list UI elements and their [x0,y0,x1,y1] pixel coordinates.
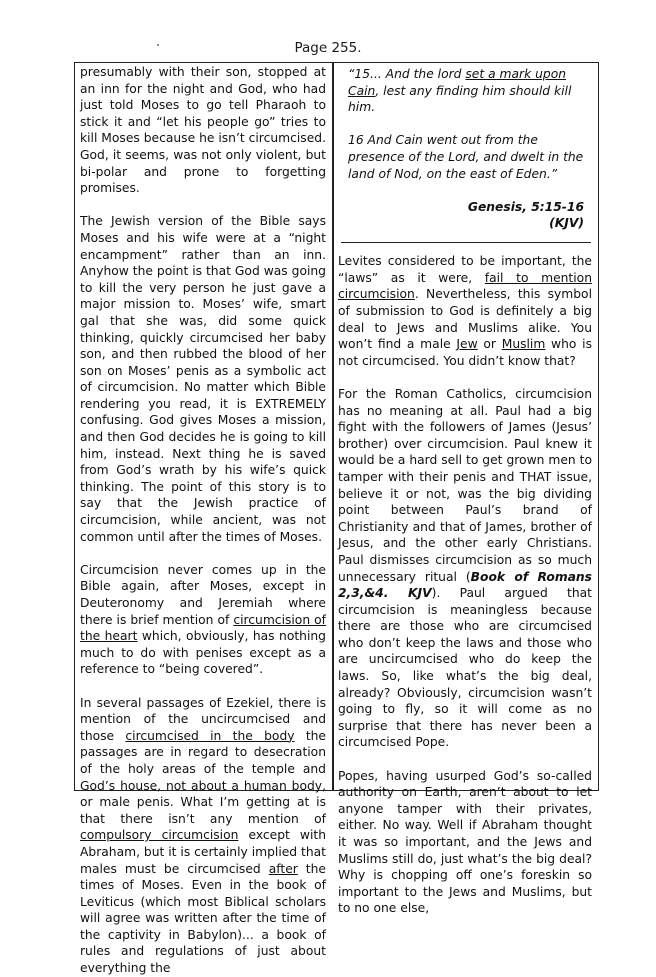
paragraph [338,253,592,369]
column-divider [332,62,334,791]
page-number: Page 255. [294,40,362,56]
text-run: The Jewish version of the Bible says Moses and his wife were at a “night encampment” rather than an inn. Anyhow the point is that God was going to kill the very person he just gave a major mission to. Moses’ wife, smart gal that she was, did some quick thinking, quickly circumcised her baby son, and then rubbed the blood of her son on Moses’ penis as a symbolic act of circumcision. No matter which Bible rendering you read, it is EXTREMELY confusing. God gives Moses a mission, and then God decides he is going to kill him, instead. Next thing he is saved from God’s wrath by his wife’s quick thinking. The point of this story is to say that the Jewish practice of circumcision, while ancient, was not common until after the times of Moses. [80,214,326,544]
paragraph [80,213,326,545]
text-run: Circumcision never comes up in the Bible again, after Moses, except in Deuteronomy and Jeremiah where there is brief mention of [80,562,326,627]
text-run: Popes, having usurped God’s so-called authority on Earth, aren’t about to let anyone tamper with their privates, either. No way. Well if Abraham thought it was so important, and the Jews and Muslims still do, just what’s the big deal? Why is chopping off one’s foreskin so important to the Jews and Muslims, but to no one else, [338,768,592,916]
paragraph [80,695,326,977]
citation [338,199,592,232]
verse-15 [348,66,584,116]
scan-speck [157,44,159,46]
text-run: “15... And the lord [348,67,466,81]
underlined-phrase: circumcised in the body [125,728,295,743]
text-run: In several passages of Ezekiel, there is mention of the uncircumcised and those [80,695,326,743]
text-run: . Nevertheless, this symbol of submission to God is definitely a big deal to Jews and Muslims alike. You won’t find a male [338,287,592,352]
underlined-phrase: set a mark upon Cain [348,67,567,98]
text-run: presumably with their son, stopped at an inn for the night and God, who had just told Moses to go tell Pharaoh to stick it and “let his people go” tries to kill Moses because he isn’t circumcised. God, it seems, was not only violent, but bi-polar and prone to forgetting promises. [80,65,326,196]
underlined-phrase: fail to mention circumcision [338,270,592,302]
text-run: or [477,337,502,352]
text-run: who is not circumcised. You didn’t know that? [338,337,592,368]
underlined-phrase: circumcision of the heart [80,612,326,644]
paragraph [80,64,326,197]
text-run: ). Paul argued that circumcision is meaningless because there are those who are circumcised who don’t keep the laws and those who are uncircumcised who do keep the laws. So, like what’s the big deal, already? Obviously, circumcision wasn’t going to fly, so it will come as no surprise that there has never been a circumcised Pope. [338,586,592,750]
scripture-quote [338,64,592,182]
text-run: Levites considered to be important, the “laws” as it were, [338,254,592,285]
paragraph [338,768,592,917]
verse-16: 16 And Cain went out from the presence of the Lord, and dwelt in the land of Nod, on the east of Eden.” [348,133,584,181]
paragraph [80,562,326,678]
text-run: the passages are in regard to desecration of the holy areas of the temple and God’s house, not about a human body, or male penis. What I’m getting at is that there isn’t any mention of [80,728,326,826]
citation-reference: Genesis, 5:15-16 [467,199,584,214]
text-run: , lest any finding him should kill him. [348,83,572,115]
text-run: except with Abraham, but it is certainly implied that males must be circumcised [80,828,326,876]
underlined-phrase: compulsory circumcision [80,828,239,843]
emphasized-reference: Book of Romans 2,3,&4. KJV [338,569,592,601]
text-run: the times of Moses. Even in the book of Leviticus (which most Biblical scholars will agree was written after the time of the captivity in Babylon)... a book of rules and regulations of just about everything the [80,861,326,976]
text-run: For the Roman Catholics, circumcision has no meaning at all. Paul had a big fight with the followers of James (Jesus’ brother) over circumcision. Paul knew it would be a hard sell to get grown men to tamper with their penis and THAT issue, believe it or not, was the big dividing point between Paul’s brand of Christianity and that of James, brother of Jesus, and the other early Christians. Paul dismisses circumcision as so much unnecessary ritual ( [338,386,592,584]
left-column [80,64,326,977]
underlined-phrase: Muslim [501,337,546,352]
text-run: which, obviously, has nothing much to do with penises except as a reference to “being covered”. [80,629,326,677]
citation-version: (KJV) [549,216,584,231]
right-column [338,64,592,917]
underlined-phrase: after [268,861,298,876]
quote-separator-rule [341,242,591,243]
underlined-phrase: Jew [456,337,478,352]
paragraph [338,386,592,751]
